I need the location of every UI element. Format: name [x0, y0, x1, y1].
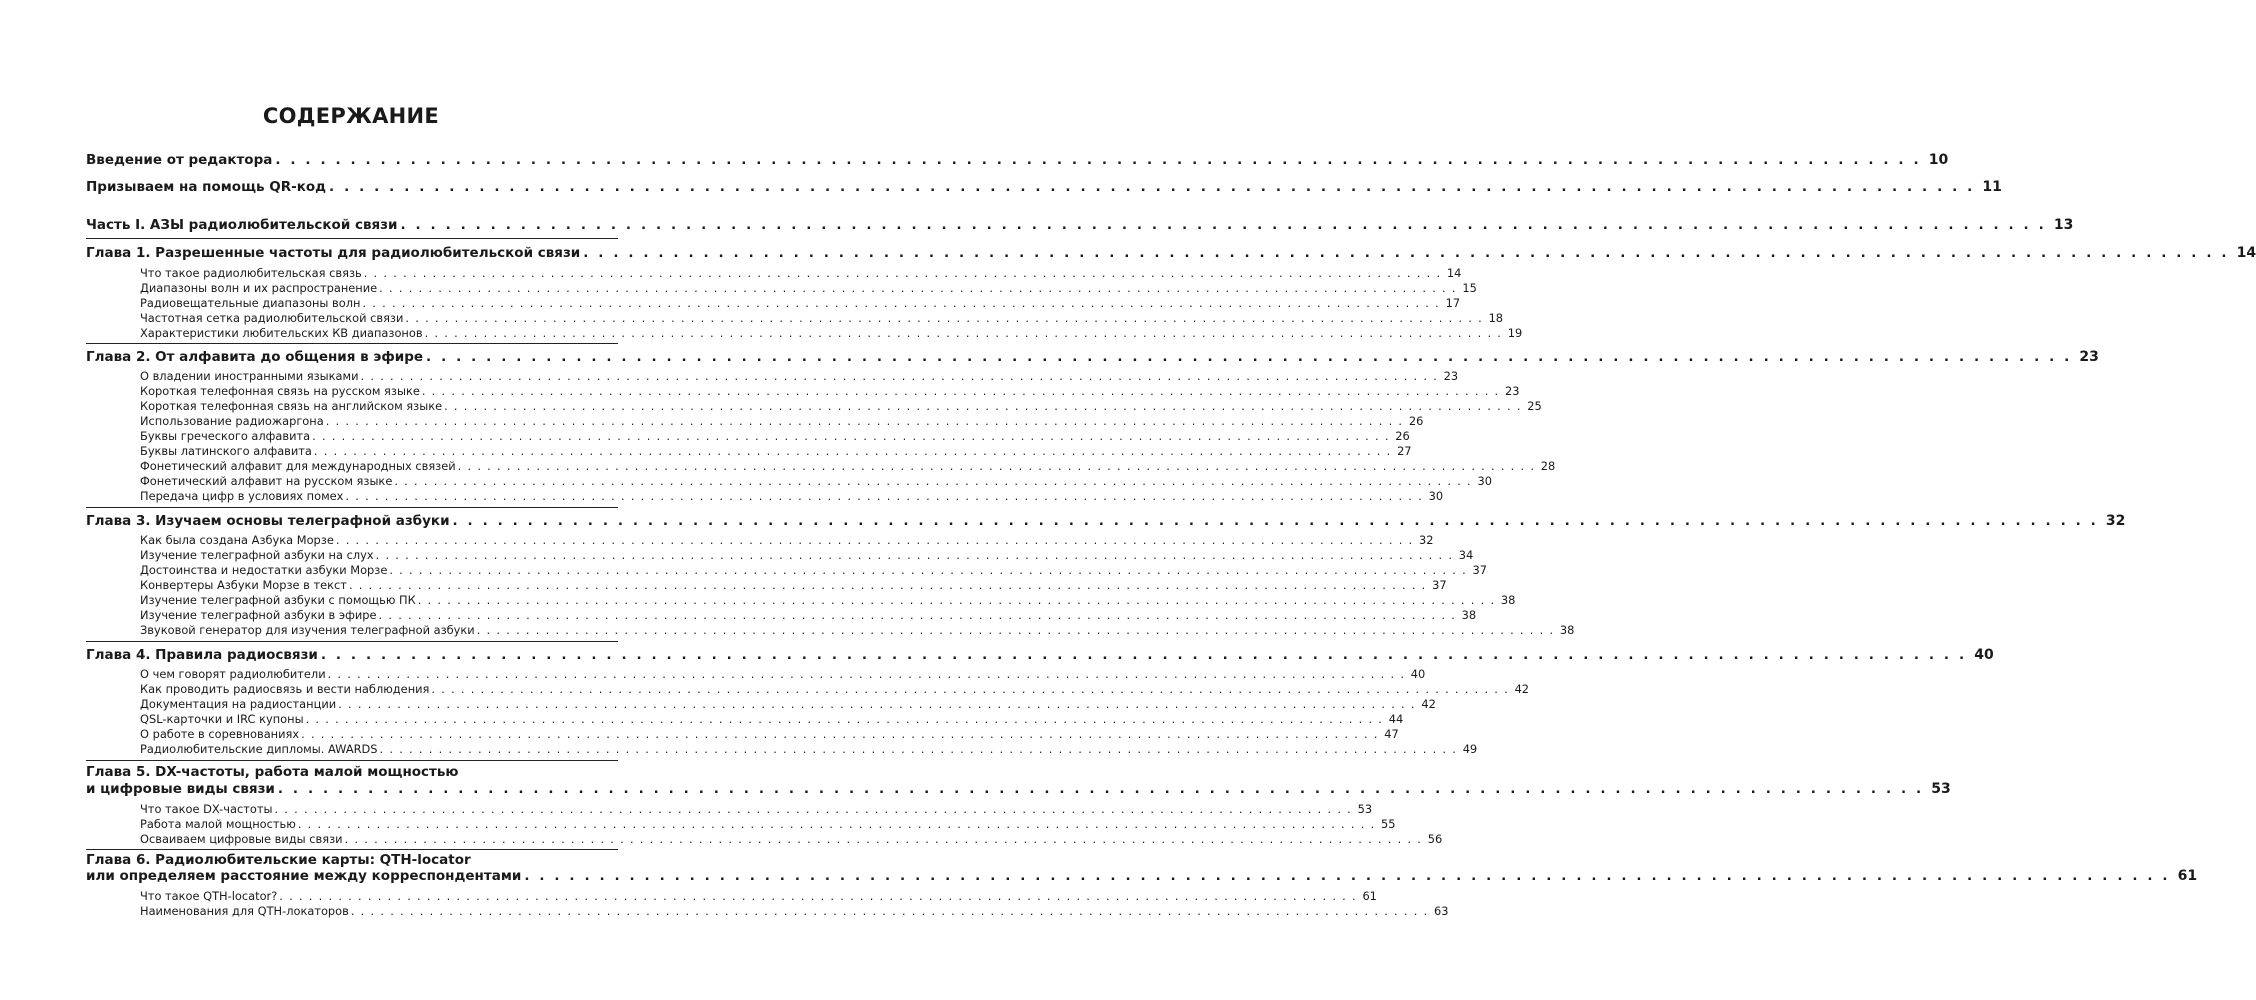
toc-section-page: 26: [1395, 429, 1410, 443]
toc-section-title: Работа малой мощностью: [140, 817, 296, 831]
toc-section[interactable]: [140, 593, 1516, 607]
toc-section-title: О владении иностранными языками: [140, 369, 359, 383]
toc-section-title: Фонетический алфавит для международных связей: [140, 459, 456, 473]
toc-section-page: 28: [1540, 459, 1556, 473]
toc-section-page: 30: [1428, 489, 1444, 503]
toc-chapter-page: 23: [2079, 349, 2099, 365]
toc-section-title: Фонетический алфавит на русском языке: [140, 474, 393, 488]
toc-section-page: 23: [1504, 384, 1520, 398]
toc-section[interactable]: [140, 489, 1444, 503]
dot-leader: . . . . . . . . . . . . . . . . . . . . . . . . . . . . . . . . . . . . . . . . . . . . . . . . . . . . . . . . . . . . . . . . . . . . . . . . . . . . . . . . . . . . . . . . . . . . . . . . . . . . . . . . . . . . . .: [338, 697, 1416, 711]
toc-section-page: 32: [1419, 533, 1434, 547]
toc-section[interactable]: [140, 369, 1459, 383]
dot-leader: . . . . . . . . . . . . . . . . . . . . . . . . . . . . . . . . . . . . . . . . . . . . . . . . . . . . . . . . . . . . . . . . . . . . . . . . . . . . . . . . . . . . . . . . . . . . . . . . . . . . . . . . . . . . . .: [279, 889, 1357, 903]
toc-section-title: Буквы латинского алфавита: [140, 444, 312, 458]
toc-section-title: QSL-карточки и IRC купоны: [140, 712, 304, 726]
dot-leader: . . . . . . . . . . . . . . . . . . . . . . . . . . . . . . . . . . . . . . . . . . . . . . . . . . . . . . . . . . . . . . . . . . . . . . . . . . . . . . . . . . . . . . . . . . . . . . . . . . . . . . . . . . . . . .: [444, 399, 1522, 413]
toc-chapter-6[interactable]: [86, 868, 2198, 885]
toc-entry-title: Введение от редактора: [86, 152, 273, 168]
toc-section-page: 18: [1488, 311, 1504, 325]
toc-section[interactable]: [140, 817, 1396, 831]
toc-section-title: Что такое QTH-locator?: [140, 889, 278, 903]
toc-section-page: 17: [1445, 296, 1461, 310]
toc-chapter-page: 40: [1974, 647, 1994, 663]
toc-section[interactable]: [140, 682, 1530, 696]
toc-entry-page: 10: [1928, 152, 1949, 168]
toc-section-page: 44: [1388, 712, 1404, 726]
dot-leader: . . . . . . . . . . . . . . . . . . . . . . . . . . . . . . . . . . . . . . . . . . . . . . . . . . . . . . . . . . . . . . . . . . . . . . . . . . . . . . . . . . . . . . . . . . . . . . . . . . . . . . . . . . . . . .: [457, 459, 1536, 473]
toc-chapter-title: Глава 2. От алфавита до общения в эфире: [86, 349, 424, 365]
dot-leader: . . . . . . . . . . . . . . . . . . . . . . . . . . . . . . . . . . . . . . . . . . . . . . . . . . . . . . . . . . . . . . . . . . . . . . . . . . . . . . . . . . . . . . . . . . . . . . . . . . . . . . . . . . . . . .: [277, 781, 1924, 797]
divider: [86, 343, 618, 344]
toc-section-page: 38: [1461, 608, 1477, 622]
toc-entry-title: Часть I. АЗЫ радиолюбительской связи: [86, 217, 398, 233]
toc-section-page: 42: [1421, 697, 1436, 711]
toc-section-title: Буквы греческого алфавита: [140, 429, 311, 443]
page-title: СОДЕРЖАНИЕ: [262, 104, 440, 128]
toc-section-title: Радиолюбительские дипломы. AWARDS: [140, 742, 378, 756]
toc-section[interactable]: [140, 548, 1474, 562]
toc-chapter-1[interactable]: [86, 245, 2256, 262]
divider: [86, 760, 618, 761]
dot-leader: . . . . . . . . . . . . . . . . . . . . . . . . . . . . . . . . . . . . . . . . . . . . . . . . . . . . . . . . . . . . . . . . . . . . . . . . . . . . . . . . . . . . . . . . . . . . . . . . . . . . . . . . . . . . . .: [389, 563, 1467, 577]
toc-chapter-title: или определяем расстояние между корреспондентами: [86, 868, 522, 884]
dot-leader: . . . . . . . . . . . . . . . . . . . . . . . . . . . . . . . . . . . . . . . . . . . . . . . . . . . . . . . . . . . . . . . . . . . . . . . . . . . . . . . . . . . . . . . . . . . . . . . . . . . . . . . . . . . . . .: [421, 384, 1500, 398]
toc-section[interactable]: [140, 832, 1443, 846]
dot-leader: . . . . . . . . . . . . . . . . . . . . . . . . . . . . . . . . . . . . . . . . . . . . . . . . . . . . . . . . . . . . . . . . . . . . . . . . . . . . . . . . . . . . . . . . . . . . . . . . . . . . . . . . . . . . . .: [426, 349, 2072, 365]
toc-section-page: 23: [1443, 369, 1459, 383]
toc-chapter-page: 53: [1931, 781, 1951, 797]
dot-leader: . . . . . . . . . . . . . . . . . . . . . . . . . . . . . . . . . . . . . . . . . . . . . . . . . . . . . . . . . . . . . . . . . . . . . . . . . . . . . . . . . . . . . . . . . . . . . . . . . . . . . . . . . . . . . .: [335, 533, 1414, 547]
toc-section[interactable]: [140, 444, 1412, 458]
toc-section[interactable]: [140, 474, 1492, 488]
toc-section-title: Изучение телеграфной азбуки в эфире: [140, 608, 377, 622]
divider: [86, 849, 618, 850]
toc-chapter-5[interactable]: [86, 781, 1951, 798]
dot-leader: . . . . . . . . . . . . . . . . . . . . . . . . . . . . . . . . . . . . . . . . . . . . . . . . . . . . . . . . . . . . . . . . . . . . . . . . . . . . . . . . . . . . . . . . . . . . . . . . . . . . . . . . . . . . . .: [275, 152, 1922, 168]
toc-section-page: 26: [1408, 414, 1424, 428]
toc-entry-qr[interactable]: [86, 179, 2002, 196]
toc-section[interactable]: [140, 667, 1426, 681]
toc-section-page: 49: [1462, 742, 1478, 756]
divider: [86, 238, 618, 239]
toc-section-page: 37: [1432, 578, 1447, 592]
toc-section-title: Что такое радиолюбительская связь: [140, 266, 362, 280]
toc-section-page: 37: [1472, 563, 1487, 577]
dot-leader: . . . . . . . . . . . . . . . . . . . . . . . . . . . . . . . . . . . . . . . . . . . . . . . . . . . . . . . . . . . . . . . . . . . . . . . . . . . . . . . . . . . . . . . . . . . . . . . . . . . . . . . . . . . . . .: [313, 444, 1392, 458]
toc-section[interactable]: [140, 742, 1478, 756]
dot-leader: . . . . . . . . . . . . . . . . . . . . . . . . . . . . . . . . . . . . . . . . . . . . . . . . . . . . . . . . . . . . . . . . . . . . . . . . . . . . . . . . . . . . . . . . . . . . . . . . . . . . . . . . . . . . . .: [400, 217, 2047, 233]
dot-leader: . . . . . . . . . . . . . . . . . . . . . . . . . . . . . . . . . . . . . . . . . . . . . . . . . . . . . . . . . . . . . . . . . . . . . . . . . . . . . . . . . . . . . . . . . . . . . . . . . . . . . . . . . . . . . .: [325, 414, 1404, 428]
dot-leader: . . . . . . . . . . . . . . . . . . . . . . . . . . . . . . . . . . . . . . . . . . . . . . . . . . . . . . . . . . . . . . . . . . . . . . . . . . . . . . . . . . . . . . . . . . . . . . . . . . . . . . . . . . . . . .: [431, 682, 1510, 696]
toc-section-page: 14: [1446, 266, 1462, 280]
toc-section-title: Наименования для QTH-локаторов: [140, 904, 349, 918]
toc-section-page: 27: [1397, 444, 1412, 458]
dot-leader: . . . . . . . . . . . . . . . . . . . . . . . . . . . . . . . . . . . . . . . . . . . . . . . . . . . . . . . . . . . . . . . . . . . . . . . . . . . . . . . . . . . . . . . . . . . . . . . . . . . . . . . . . . . . . .: [312, 429, 1390, 443]
toc-section-page: 56: [1427, 832, 1443, 846]
dot-leader: . . . . . . . . . . . . . . . . . . . . . . . . . . . . . . . . . . . . . . . . . . . . . . . . . . . . . . . . . . . . . . . . . . . . . . . . . . . . . . . . . . . . . . . . . . . . . . . . . . . . . . . . . . . . . .: [476, 623, 1555, 637]
toc-chapter-page: 32: [2105, 513, 2126, 529]
toc-section-title: Передача цифр в условиях помех: [140, 489, 344, 503]
toc-section[interactable]: [140, 578, 1447, 592]
toc-section-title: Использование радиожаргона: [140, 414, 324, 428]
toc-section[interactable]: [140, 326, 1523, 340]
dot-leader: . . . . . . . . . . . . . . . . . . . . . . . . . . . . . . . . . . . . . . . . . . . . . . . . . . . . . . . . . . . . . . . . . . . . . . . . . . . . . . . . . . . . . . . . . . . . . . . . . . . . . . . . . . . . . .: [362, 296, 1441, 310]
toc-section[interactable]: [140, 563, 1487, 577]
toc-chapter-title: Глава 1. Разрешенные частоты для радиолюбительской связи: [86, 245, 581, 261]
toc-section-page: 40: [1410, 667, 1426, 681]
toc-section-title: Что такое DX-частоты: [140, 802, 273, 816]
toc-section-page: 15: [1462, 281, 1477, 295]
dot-leader: . . . . . . . . . . . . . . . . . . . . . . . . . . . . . . . . . . . . . . . . . . . . . . . . . . . . . . . . . . . . . . . . . . . . . . . . . . . . . . . . . . . . . . . . . . . . . . . . . . . . . . . . . . . . . .: [405, 311, 1484, 325]
toc-chapter-title: и цифровые виды связи: [86, 781, 275, 797]
dot-leader: . . . . . . . . . . . . . . . . . . . . . . . . . . . . . . . . . . . . . . . . . . . . . . . . . . . . . . . . . . . . . . . . . . . . . . . . . . . . . . . . . . . . . . . . . . . . . . . . . . . . . . . . . . . . . .: [348, 578, 1427, 592]
dot-leader: . . . . . . . . . . . . . . . . . . . . . . . . . . . . . . . . . . . . . . . . . . . . . . . . . . . . . . . . . . . . . . . . . . . . . . . . . . . . . . . . . . . . . . . . . . . . . . . . . . . . . . . . . . . . . .: [301, 727, 1379, 741]
toc-section[interactable]: [140, 399, 1542, 413]
toc-section-page: 34: [1458, 548, 1474, 562]
toc-section-page: 55: [1381, 817, 1396, 831]
toc-section-title: О работе в соревнованиях: [140, 727, 300, 741]
toc-section-page: 42: [1514, 682, 1530, 696]
toc-section-page: 38: [1559, 623, 1575, 637]
toc-section[interactable]: [140, 802, 1373, 816]
toc-section-title: О чем говорят радиолюбители: [140, 667, 326, 681]
toc-section-title: Частотная сетка радиолюбительской связи: [140, 311, 404, 325]
toc-section[interactable]: [140, 414, 1424, 428]
toc-section-title: Изучение телеграфной азбуки с помощью ПК: [140, 593, 416, 607]
dot-leader: . . . . . . . . . . . . . . . . . . . . . . . . . . . . . . . . . . . . . . . . . . . . . . . . . . . . . . . . . . . . . . . . . . . . . . . . . . . . . . . . . . . . . . . . . . . . . . . . . . . . . . . . . . . . . .: [297, 817, 1376, 831]
dot-leader: . . . . . . . . . . . . . . . . . . . . . . . . . . . . . . . . . . . . . . . . . . . . . . . . . . . . . . . . . . . . . . . . . . . . . . . . . . . . . . . . . . . . . . . . . . . . . . . . . . . . . . . . . . . . . .: [379, 742, 1458, 756]
toc-section[interactable]: [140, 384, 1520, 398]
dot-leader: . . . . . . . . . . . . . . . . . . . . . . . . . . . . . . . . . . . . . . . . . . . . . . . . . . . . . . . . . . . . . . . . . . . . . . . . . . . . . . . . . . . . . . . . . . . . . . . . . . . . . . . . . . . . . .: [379, 281, 1457, 295]
toc-entry-title: Призываем на помощь QR-код: [86, 179, 327, 195]
toc-section[interactable]: [140, 712, 1404, 726]
dot-leader: . . . . . . . . . . . . . . . . . . . . . . . . . . . . . . . . . . . . . . . . . . . . . . . . . . . . . . . . . . . . . . . . . . . . . . . . . . . . . . . . . . . . . . . . . . . . . . . . . . . . . . . . . . . . . .: [424, 326, 1503, 340]
toc-section[interactable]: [140, 697, 1436, 711]
dot-leader: . . . . . . . . . . . . . . . . . . . . . . . . . . . . . . . . . . . . . . . . . . . . . . . . . . . . . . . . . . . . . . . . . . . . . . . . . . . . . . . . . . . . . . . . . . . . . . . . . . . . . . . . . . . . . .: [524, 868, 2171, 884]
toc-section-title: Радиовещательные диапазоны волн: [140, 296, 361, 310]
dot-leader: . . . . . . . . . . . . . . . . . . . . . . . . . . . . . . . . . . . . . . . . . . . . . . . . . . . . . . . . . . . . . . . . . . . . . . . . . . . . . . . . . . . . . . . . . . . . . . . . . . . . . . . . . . . . . .: [417, 593, 1496, 607]
toc-chapter-title: Глава 3. Изучаем основы телеграфной азбуки: [86, 513, 450, 529]
toc-entry-page: 11: [1982, 179, 2002, 195]
toc-section[interactable]: [140, 429, 1410, 443]
toc-section[interactable]: [140, 311, 1504, 325]
toc-section-title: Диапазоны волн и их распространение: [140, 281, 378, 295]
toc-section[interactable]: [140, 296, 1461, 310]
toc-section-page: 47: [1384, 727, 1399, 741]
toc-section[interactable]: [140, 727, 1399, 741]
toc-section[interactable]: [140, 533, 1434, 547]
dot-leader: . . . . . . . . . . . . . . . . . . . . . . . . . . . . . . . . . . . . . . . . . . . . . . . . . . . . . . . . . . . . . . . . . . . . . . . . . . . . . . . . . . . . . . . . . . . . . . . . . . . . . . . . . . . . . .: [375, 548, 1454, 562]
toc-section-page: 30: [1477, 474, 1492, 488]
toc-section-title: Конвертеры Азбуки Морзе в текст: [140, 578, 347, 592]
toc-chapter-title: Глава 4. Правила радиосвязи: [86, 647, 318, 663]
toc-section-title: Достоинства и недостатки азбуки Морзе: [140, 563, 388, 577]
dot-leader: . . . . . . . . . . . . . . . . . . . . . . . . . . . . . . . . . . . . . . . . . . . . . . . . . . . . . . . . . . . . . . . . . . . . . . . . . . . . . . . . . . . . . . . . . . . . . . . . . . . . . . . . . . . . . .: [274, 802, 1353, 816]
toc-section-title: Короткая телефонная связь на русском языке: [140, 384, 420, 398]
toc-section-page: 53: [1357, 802, 1373, 816]
toc-section-title: Звуковой генератор для изучения телеграфной азбуки: [140, 623, 475, 637]
dot-leader: . . . . . . . . . . . . . . . . . . . . . . . . . . . . . . . . . . . . . . . . . . . . . . . . . . . . . . . . . . . . . . . . . . . . . . . . . . . . . . . . . . . . . . . . . . . . . . . . . . . . . . . . . . . . . .: [378, 608, 1457, 622]
toc-section[interactable]: [140, 889, 1377, 903]
toc-section[interactable]: [140, 608, 1477, 622]
toc-section-title: Характеристики любительских КВ диапазонов: [140, 326, 423, 340]
toc-section[interactable]: [140, 281, 1477, 295]
dot-leader: . . . . . . . . . . . . . . . . . . . . . . . . . . . . . . . . . . . . . . . . . . . . . . . . . . . . . . . . . . . . . . . . . . . . . . . . . . . . . . . . . . . . . . . . . . . . . . . . . . . . . . . . . . . . . .: [394, 474, 1472, 488]
toc-chapter-page: 61: [2177, 868, 2198, 884]
dot-leader: . . . . . . . . . . . . . . . . . . . . . . . . . . . . . . . . . . . . . . . . . . . . . . . . . . . . . . . . . . . . . . . . . . . . . . . . . . . . . . . . . . . . . . . . . . . . . . . . . . . . . . . . . . . . . .: [350, 904, 1429, 918]
toc-section[interactable]: [140, 623, 1575, 637]
toc-chapter-2[interactable]: [86, 349, 2099, 366]
divider: [86, 507, 618, 508]
toc-section-page: 38: [1500, 593, 1516, 607]
toc-section-page: 25: [1527, 399, 1542, 413]
dot-leader: . . . . . . . . . . . . . . . . . . . . . . . . . . . . . . . . . . . . . . . . . . . . . . . . . . . . . . . . . . . . . . . . . . . . . . . . . . . . . . . . . . . . . . . . . . . . . . . . . . . . . . . . . . . . . .: [452, 513, 2099, 529]
toc-section[interactable]: [140, 266, 1462, 280]
toc-section-page: 19: [1507, 326, 1523, 340]
dot-leader: . . . . . . . . . . . . . . . . . . . . . . . . . . . . . . . . . . . . . . . . . . . . . . . . . . . . . . . . . . . . . . . . . . . . . . . . . . . . . . . . . . . . . . . . . . . . . . . . . . . . . . . . . . . . . .: [345, 489, 1424, 503]
toc-chapter-page: 14: [2236, 245, 2256, 261]
toc-section[interactable]: [140, 904, 1449, 918]
dot-leader: . . . . . . . . . . . . . . . . . . . . . . . . . . . . . . . . . . . . . . . . . . . . . . . . . . . . . . . . . . . . . . . . . . . . . . . . . . . . . . . . . . . . . . . . . . . . . . . . . . . . . . . . . . . . . .: [360, 369, 1439, 383]
toc-section-page: 61: [1362, 889, 1377, 903]
toc-section-page: 63: [1434, 904, 1449, 918]
toc-section-title: Изучение телеграфной азбуки на слух: [140, 548, 374, 562]
toc-section-title: Короткая телефонная связь на английском языке: [140, 399, 443, 413]
dot-leader: . . . . . . . . . . . . . . . . . . . . . . . . . . . . . . . . . . . . . . . . . . . . . . . . . . . . . . . . . . . . . . . . . . . . . . . . . . . . . . . . . . . . . . . . . . . . . . . . . . . . . . . . . . . . . .: [329, 179, 1975, 195]
dot-leader: . . . . . . . . . . . . . . . . . . . . . . . . . . . . . . . . . . . . . . . . . . . . . . . . . . . . . . . . . . . . . . . . . . . . . . . . . . . . . . . . . . . . . . . . . . . . . . . . . . . . . . . . . . . . . .: [305, 712, 1384, 726]
toc-chapter-4[interactable]: [86, 647, 1994, 664]
toc-chapter-6-title-line1[interactable]: Глава 6. Радиолюбительские карты: QTH-locator: [86, 852, 471, 868]
toc-section-title: Как проводить радиосвязь и вести наблюдения: [140, 682, 430, 696]
toc-section-title: Документация на радиостанции: [140, 697, 337, 711]
toc-section[interactable]: [140, 459, 1556, 473]
divider: [86, 641, 618, 642]
toc-chapter-5-title-line1[interactable]: Глава 5. DX-частоты, работа малой мощностью: [86, 764, 459, 780]
dot-leader: . . . . . . . . . . . . . . . . . . . . . . . . . . . . . . . . . . . . . . . . . . . . . . . . . . . . . . . . . . . . . . . . . . . . . . . . . . . . . . . . . . . . . . . . . . . . . . . . . . . . . . . . . . . . . .: [363, 266, 1442, 280]
toc-entry-intro[interactable]: [86, 152, 1949, 169]
toc-entry-page: 13: [2053, 217, 2074, 233]
dot-leader: . . . . . . . . . . . . . . . . . . . . . . . . . . . . . . . . . . . . . . . . . . . . . . . . . . . . . . . . . . . . . . . . . . . . . . . . . . . . . . . . . . . . . . . . . . . . . . . . . . . . . . . . . . . . . .: [583, 245, 2230, 261]
toc-section-title: Осваиваем цифровые виды связи: [140, 832, 343, 846]
toc-section-title: Как была создана Азбука Морзе: [140, 533, 334, 547]
dot-leader: . . . . . . . . . . . . . . . . . . . . . . . . . . . . . . . . . . . . . . . . . . . . . . . . . . . . . . . . . . . . . . . . . . . . . . . . . . . . . . . . . . . . . . . . . . . . . . . . . . . . . . . . . . . . . .: [320, 647, 1967, 663]
toc-chapter-3[interactable]: [86, 513, 2126, 530]
dot-leader: . . . . . . . . . . . . . . . . . . . . . . . . . . . . . . . . . . . . . . . . . . . . . . . . . . . . . . . . . . . . . . . . . . . . . . . . . . . . . . . . . . . . . . . . . . . . . . . . . . . . . . . . . . . . . .: [344, 832, 1423, 846]
toc-entry-part1[interactable]: [86, 217, 2074, 234]
dot-leader: . . . . . . . . . . . . . . . . . . . . . . . . . . . . . . . . . . . . . . . . . . . . . . . . . . . . . . . . . . . . . . . . . . . . . . . . . . . . . . . . . . . . . . . . . . . . . . . . . . . . . . . . . . . . . .: [327, 667, 1406, 681]
